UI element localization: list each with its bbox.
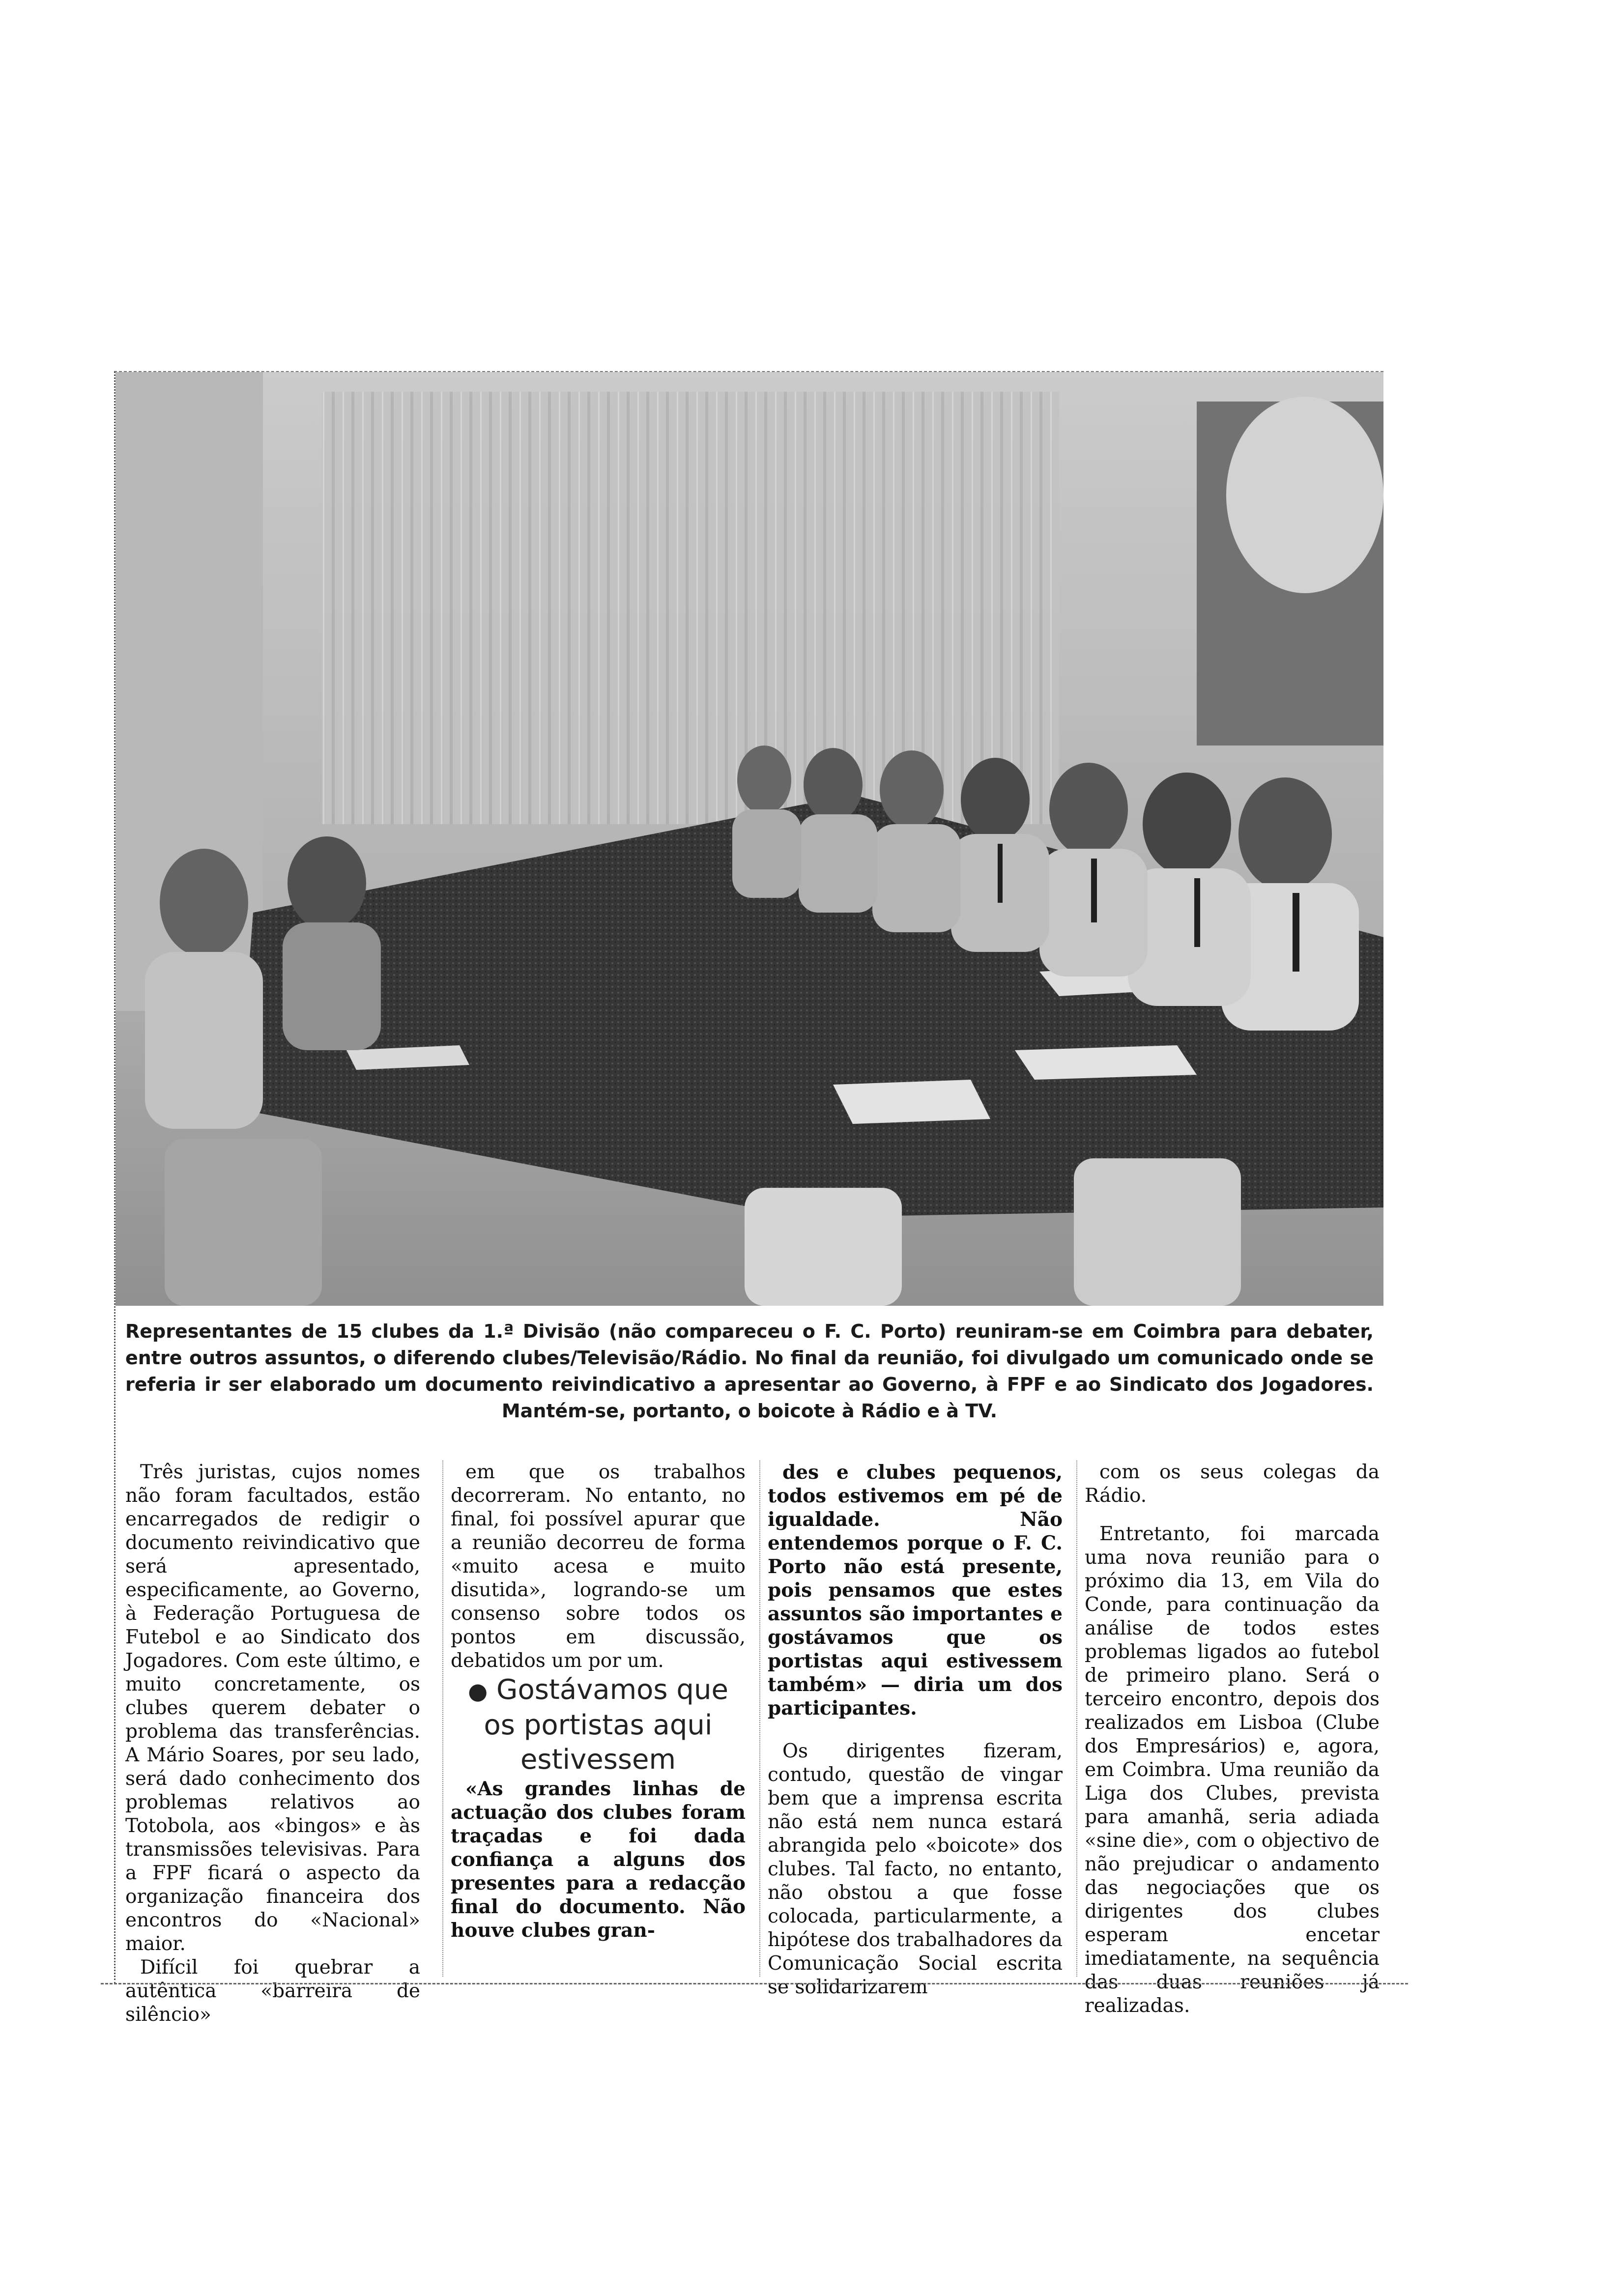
paragraph: em que os trabalhos decorreram. No entanto, no final, foi possível apurar que a reunião decorreu de forma «muito acesa e muito disutida», logrando-se um consenso sobre todos os pontos em discussão, debatidos um por um. — [451, 1461, 746, 1672]
article-column-4 — [1076, 1461, 1380, 2017]
bullet-icon: ● — [468, 1678, 488, 1704]
clipping-bottom-edge — [101, 1983, 1408, 1984]
newspaper-clipping — [114, 371, 1383, 2026]
article-column-3 — [759, 1461, 1063, 1998]
paragraph: des e clubes pequenos, todos estivemos em pé de igualdade. Não entendemos porque o F. C. Porto não está presente, pois pensamos que estes assuntos são importantes e gostávamos que os portistas aqui estivessem também» — diria um dos participantes. — [768, 1461, 1063, 1720]
paragraph: Entretanto, foi marcada uma nova reunião para o próximo dia 13, em Vila do Conde, para continuação da análise de todos estes problemas ligados ao futebol de primeiro plano. Será o terceiro encontro, depois dos realizados em Lisboa (Clube dos Empresários) e, agora, em Coimbra. Uma reunião da Liga dos Clubes, prevista para amanhã, seria adiada «sine die», com o objectivo de não prejudicar o andamento das negociações que os dirigentes dos clubes esperam encetar imediatamente, na sequência das duas reuniões já realizadas. — [1085, 1523, 1380, 2017]
article-column-1 — [125, 1461, 420, 2026]
article-column-2 — [442, 1461, 746, 1977]
meeting-photo — [115, 372, 1383, 1306]
paragraph: Difícil foi quebrar a autêntica «barreira de silêncio» — [125, 1956, 420, 2026]
article-subheading — [451, 1673, 746, 1777]
paragraph: Três juristas, cujos nomes não foram facultados, estão encarregados de redigir o documento reivindicativo que será apresentado, especificamente, ao Governo, à Federação Portuguesa de Futebol e ao Sindicato dos Jogadores. Com este último, e muito concretamente, os clubes querem debater o problema das transferências. A Mário Soares, por seu lado, será dado conhecimento dos problemas relativos ao Totobola, aos «bingos» e às transmissões televisivas. Para a FPF ficará o aspecto da organização financeira dos encontros do «Nacional» maior. — [125, 1461, 420, 1955]
subheading-text: Gostávamos que os portistas aqui estivessem — [484, 1674, 728, 1776]
article-body — [115, 1461, 1383, 2026]
paragraph: «As grandes linhas de actuação dos clubes foram traçadas e foi dada confiança a alguns dos presentes para a redacção final do documento. Não houve clubes gran- — [451, 1778, 746, 1942]
photo-caption: Representantes de 15 clubes da 1.ª Divisão (não compareceu o F. C. Porto) reuniram-se em Coimbra para debater, entre outros assuntos, o diferendo clubes/Televisão/Rádio. No final da reunião, foi divulgado um comunicado onde se referia ir ser elaborado um documento reivindicativo a apresentar ao Governo, à FPF e ao Sindicato dos Jogadores. Mantém-se, portanto, o boicote à Rádio e à TV. — [125, 1320, 1374, 1422]
paragraph: Os dirigentes fizeram, contudo, questão de vingar bem que a imprensa escrita não está nem nunca estará abrangida pelo «boicote» dos clubes. Tal facto, no entanto, não obstou a que fosse colocada, particularmente, a hipótese dos trabalhadores da Comunicação Social escrita se solidarizarem — [768, 1740, 1063, 1998]
paragraph: com os seus colegas da Rádio. — [1085, 1461, 1380, 1507]
